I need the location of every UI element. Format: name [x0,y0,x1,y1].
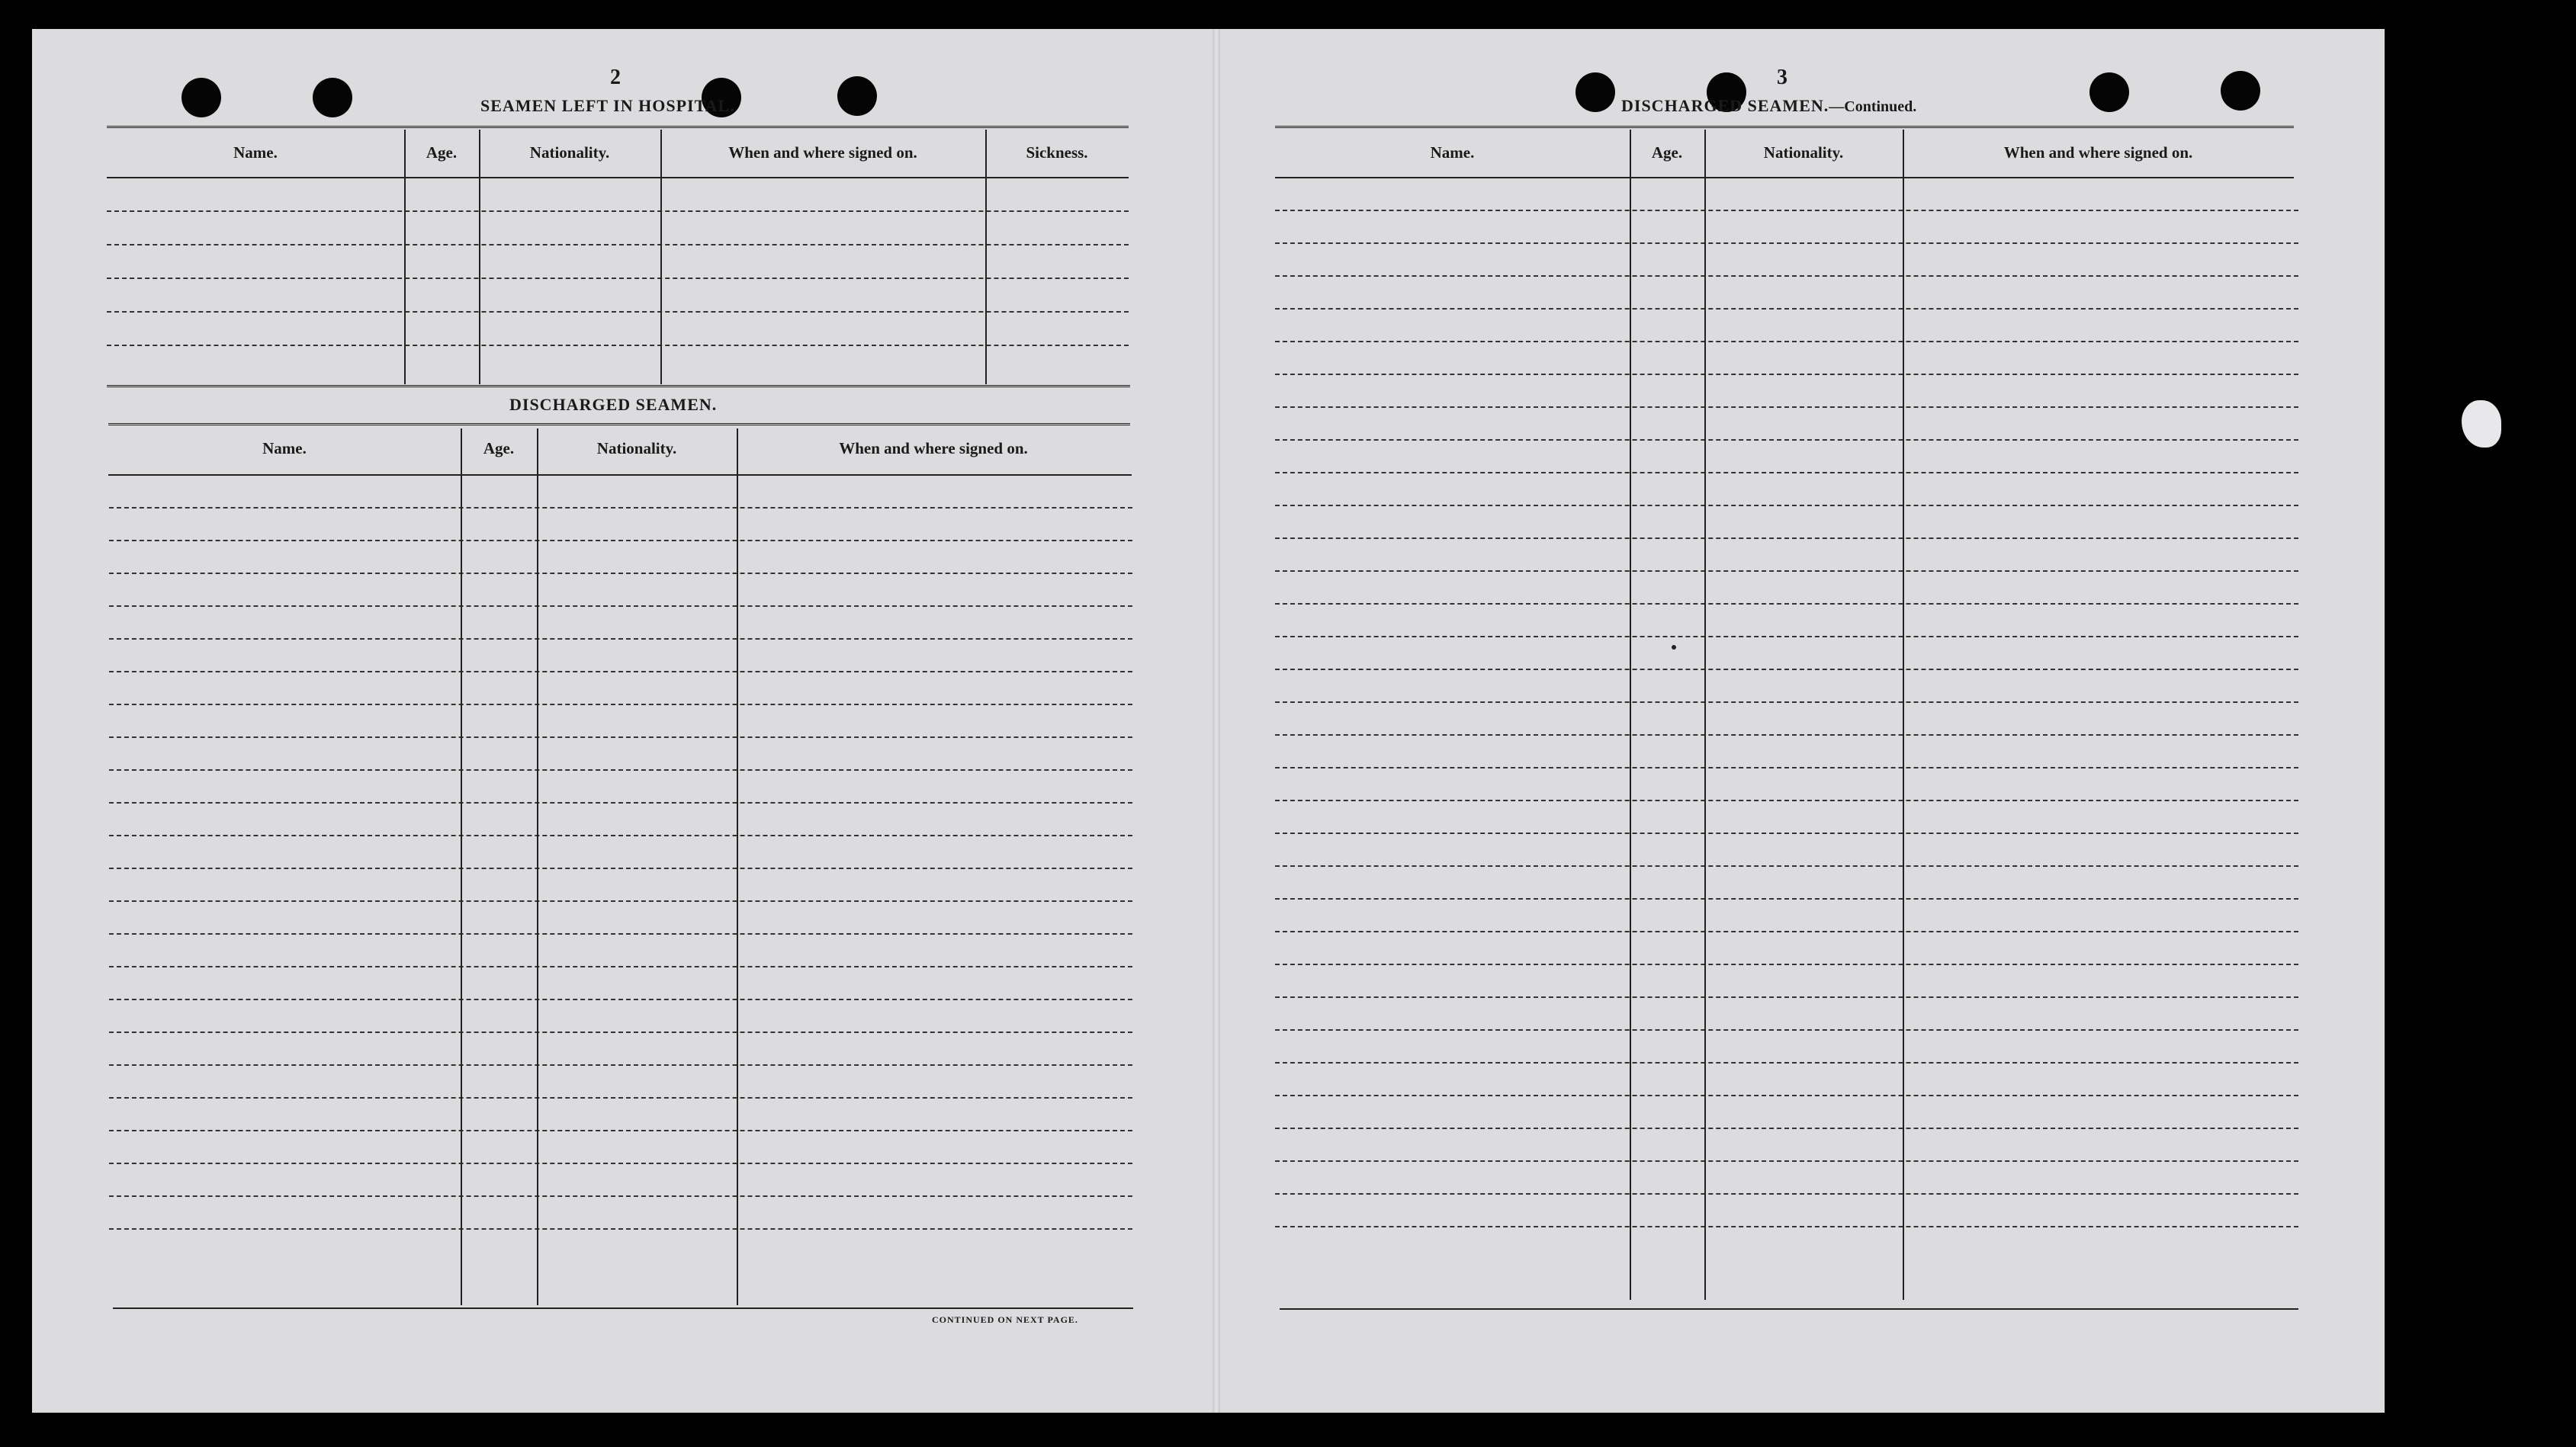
col-header-age: Age. [426,143,458,162]
col-header-when-where: When and where signed on. [839,439,1028,457]
table-top-rule [1275,126,2294,128]
punch-hole [2089,72,2129,112]
punch-hole [1575,72,1615,112]
col-divider [660,130,662,384]
section-title-hospital: SEAMEN LEFT IN HOSPITAL. [480,96,735,115]
table-top-rule [107,126,1129,128]
section-divider-rule [107,385,1130,387]
col-divider [404,130,406,384]
page-fold [1213,29,1220,1413]
col-divider [1630,130,1631,1300]
col-header-when-where: When and where signed on. [2003,143,2193,162]
col-header-name: Name. [262,439,307,457]
continued-note: CONTINUED ON NEXT PAGE. [932,1314,1078,1325]
col-header-name: Name. [1430,143,1475,162]
col-header-nationality: Nationality. [1763,143,1844,162]
section-title-discharged: DISCHARGED SEAMEN. [509,395,718,414]
col-divider [1704,130,1706,1300]
table-bottom-rule [113,1307,1133,1309]
punch-hole [837,76,877,116]
punch-hole [313,78,352,117]
col-divider [479,130,480,384]
right-table-rows [1275,178,2298,1227]
col-header-sickness: Sickness. [1026,143,1088,162]
section-title-discharged-continued [1621,96,1916,116]
title-continued: —Continued. [1829,98,1917,115]
col-divider [737,428,738,1305]
paper-blemish [2462,400,2501,448]
col-header-nationality: Nationality. [596,439,677,457]
section2-rows [109,476,1132,1230]
col-header-when-where: When and where signed on. [728,143,917,162]
col-divider [985,130,987,384]
section1-rows [107,178,1129,346]
col-divider [537,428,538,1305]
ink-speck [1672,645,1676,650]
col-header-name: Name. [233,143,278,162]
table-bottom-rule [1280,1308,2298,1310]
page-number: 2 [610,66,621,89]
col-header-age: Age. [1651,143,1683,162]
title-main: DISCHARGED SEAMEN. [1621,96,1829,115]
page-number: 3 [1777,66,1787,89]
punch-hole [2221,71,2260,111]
table-top-rule [108,423,1130,425]
punch-hole [181,78,221,117]
col-divider [461,428,462,1305]
col-divider [1903,130,1904,1300]
col-header-nationality: Nationality. [529,143,610,162]
col-header-age: Age. [483,439,515,457]
